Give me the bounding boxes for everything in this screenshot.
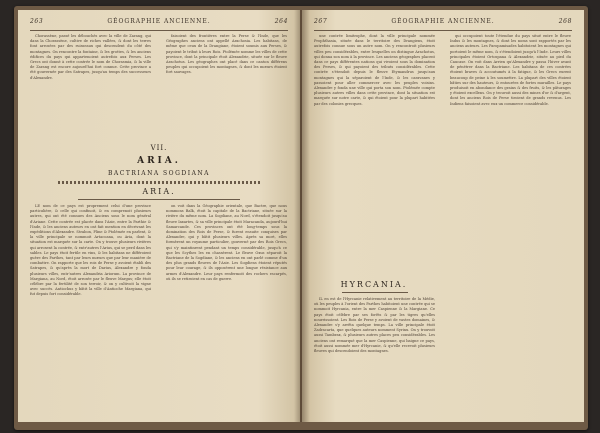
left-page	[18, 10, 300, 422]
section-title: ARIA.	[137, 156, 181, 166]
divider	[342, 292, 408, 293]
section-subtitle: BACTRIANA SOGDIANA	[108, 170, 210, 177]
text-column	[314, 297, 435, 414]
text-column	[166, 34, 287, 138]
paragraph: faisoient des frontières entre la Perse & l'Inde, que les Géographes anciens ont appellé Arachosia. Les habitans, de même que ceux de la Drangiane, étoient soumis aux Perses, & payoient le tribut à leurs Rois. Ptolémée nomme les villes de cette province, dont la principale étoit Alexandrie, située sur le fleuve Arachotus. Les géographes ont placé dans ce canton différens peuples qui occupoient les montagnes, & dont les mœurs étoient fort sauvages.	[166, 34, 287, 75]
text-column	[450, 34, 571, 414]
page-number: 268	[558, 18, 572, 25]
section-heading: HYRCANIA.	[340, 280, 408, 289]
running-head	[314, 18, 572, 28]
paragraph: IL en est de l'Hyrcanie relativement au territoire de la Médie, où les peuples à l'orient des Parthes habitoient une contrée qui se nommoit Hyrcania, entre la mer Caspienne & la Margiane. Ce pays étoit célèbre par ses forêts & par les tigres qu'elles nourrissoient. Les Rois de Perse y avoient de vastes domaines, & Alexandre s'y arrêta quelque temps. La ville principale étoit Zadracarta, que quelques auteurs nomment Syrinx. On y trouvoit aussi Tambrax, & plusieurs autres places peu considérables. Les anciens ont remarqué que la mer Caspienne, qui baigne ce pays, étoit aussi nommée mer d'Hyrcanie, & qu'elle recevoit plusieurs fleuves qui descendoient des montagnes.	[314, 297, 435, 354]
text-column	[30, 34, 151, 138]
paragraph: LE nom de ce pays est proprement celui d'une province particulière, & celle qui confinoit, & en comprenoit plusieurs autres, qui ont été connues des Anciens sous le nom général d'Ariane. Cette contrée est placée dans l'Asie, entre la Parthie & l'Inde, & les anciens auteurs en ont fait mention en décrivant les expéditions d'Alexandre. Strabon, Pline & Ptolémée en parlent, & la ville principale se nommoit Artacoana, ou Aria, dont la situation est marquée sur la carte. On y trouve plusieurs rivières qui arrosent la contrée, & entr'autres l'Arius, qui se perd dans les sables. Le pays étoit fertile en vins, & les habitans ne différoient guère des Parthes, tant par leurs mœurs que par leur manière de combattre. On rapporte que les rois de Perse y avoient établi des Satrapes, & qu'après la mort de Darius, Alexandre y fonda plusieurs villes, entr'autres Alexandria Ariorum. La province de Margiana, au Nord, étoit arrosée par le fleuve Margus; elle étoit célèbre par la fertilité de son terroir, & on y cultivoit la vigne avec succès. Antiochus y bâtit la ville d'Antioche Margiana, qui fut depuis fort considérable.	[30, 204, 151, 297]
text-column	[30, 204, 151, 416]
page-number: 267	[314, 18, 328, 25]
paragraph: une contrée limitrophe, dont la ville principale nommée Prophthasia, située dans le territoire des Drangiens, étoit autrefois connue sous un autre nom. On y rencontroit plusieurs villes peu considérables, entre lesquelles on distingue Arachotus, qui donna son nom à la province. Les anciens géographes placent dans ce pays différentes nations qui vivoient sous la domination des Perses, & qui payoient des tributs considérables. Cette contrée s'étendoit depuis le fleuve Etymandrus jusqu'aux montagnes qui la séparoient de l'Inde, & les caravanes y passoient pour aller commercer avec les peuples voisins. Alexandre y fonda une ville qui porta son nom. Ptolémée compte plusieurs autres villes dans cette province, dont la situation est marquée sur notre carte, & qui étoient pour la plupart habitées par des colonies grecques.	[314, 34, 435, 106]
divider	[314, 30, 572, 31]
section-heading: ARIA.	[142, 187, 176, 196]
paragraph: qui occupoient toute l'étendue du pays situé entre le fleuve Indus & les montagnes, & dont les noms sont rapportés par les anciens auteurs. Les Paropamisades habitoient les montagnes qui portoient le même nom, & s'étendoient jusqu'à l'Inde. Leurs villes principales étoient Ortospana & Alexandrie, située au pied du Caucase. On voit dans Arrien qu'Alexandre y passa l'hiver avant de pénétrer dans la Bactriane. Les habitans de ces contrées étoient braves & accoutumés à la fatigue, & les Grecs eurent beaucoup de peine à les soumettre. La plupart des villes étoient bâties sur des hauteurs, & entourées de fortes murailles. Le pays produisoit en abondance des grains & des fruits, & les pâturages y étoient excellens. On y trouvoit aussi des mines d'or & d'argent, dont les anciens Rois de Perse tiroient de grands revenus. Les Indiens faisoient avec eux un commerce considérable.	[450, 34, 571, 106]
page-number: 264	[274, 18, 288, 25]
running-title: GÉOGRAPHIE ANCIENNE.	[107, 18, 211, 25]
book-gutter	[294, 10, 310, 422]
open-book	[14, 6, 588, 430]
divider	[78, 199, 240, 200]
paragraph: on voit dans la Géographie orientale, que Bactre, que nous nommons Balk, étoit la capitale de la Bactriane, située sur la rivière du même nom. La Sogdiane, au Nord, s'étendoit jusqu'au fleuve Iaxartes, & sa ville principale étoit Maracanda, aujourd'hui Samarcande. Ces provinces ont été long-temps sous la domination des Rois de Perse, & furent ensuite conquises par Alexandre, qui y bâtit plusieurs villes. Après sa mort, elles formèrent un royaume particulier, gouverné par des Rois Grecs, qui s'y maintinrent pendant un temps considérable, jusqu'à ce que les Scythes les en chassèrent. Le fleuve Oxus séparoit la Bactriane de la Sogdiane, & les anciens en ont parlé comme d'un des plus grands fleuves de l'Asie. Les Sogdiens étoient réputés pour leur courage, & ils opposèrent une longue résistance aux armes d'Alexandre. Leur pays renfermoit des rochers escarpés, où ils se retiroient en cas de guerre.	[166, 204, 287, 281]
text-column	[166, 204, 287, 416]
running-title: GÉOGRAPHIE ANCIENNE.	[391, 18, 495, 25]
page-number: 263	[30, 18, 44, 25]
running-head	[30, 18, 288, 28]
right-page	[302, 10, 584, 422]
text-column	[314, 34, 435, 276]
paragraph: Chorassène, passé les débouchés avec la ville de Zarang, qui dans la Chorassène, cultive de riches vallées, & dont les terres font arrosées par des ruisseaux qui descendent du côté des montagnes. On rencontre la fontaine, & les grottes, & les anciens édifices du pays qui appartenoient autrefois aux Perses. Les Grecs ont donné à cette contrée le nom de Chorasmia, & la ville de Zarang est encore aujourd'hui fort connue. Cette province a été gouvernée par des Satrapes, jusqu'au temps des successeurs d'Alexandre.	[30, 34, 151, 80]
divider	[30, 30, 288, 31]
ornament-rule	[58, 181, 260, 184]
section-number: VII.	[150, 144, 168, 152]
